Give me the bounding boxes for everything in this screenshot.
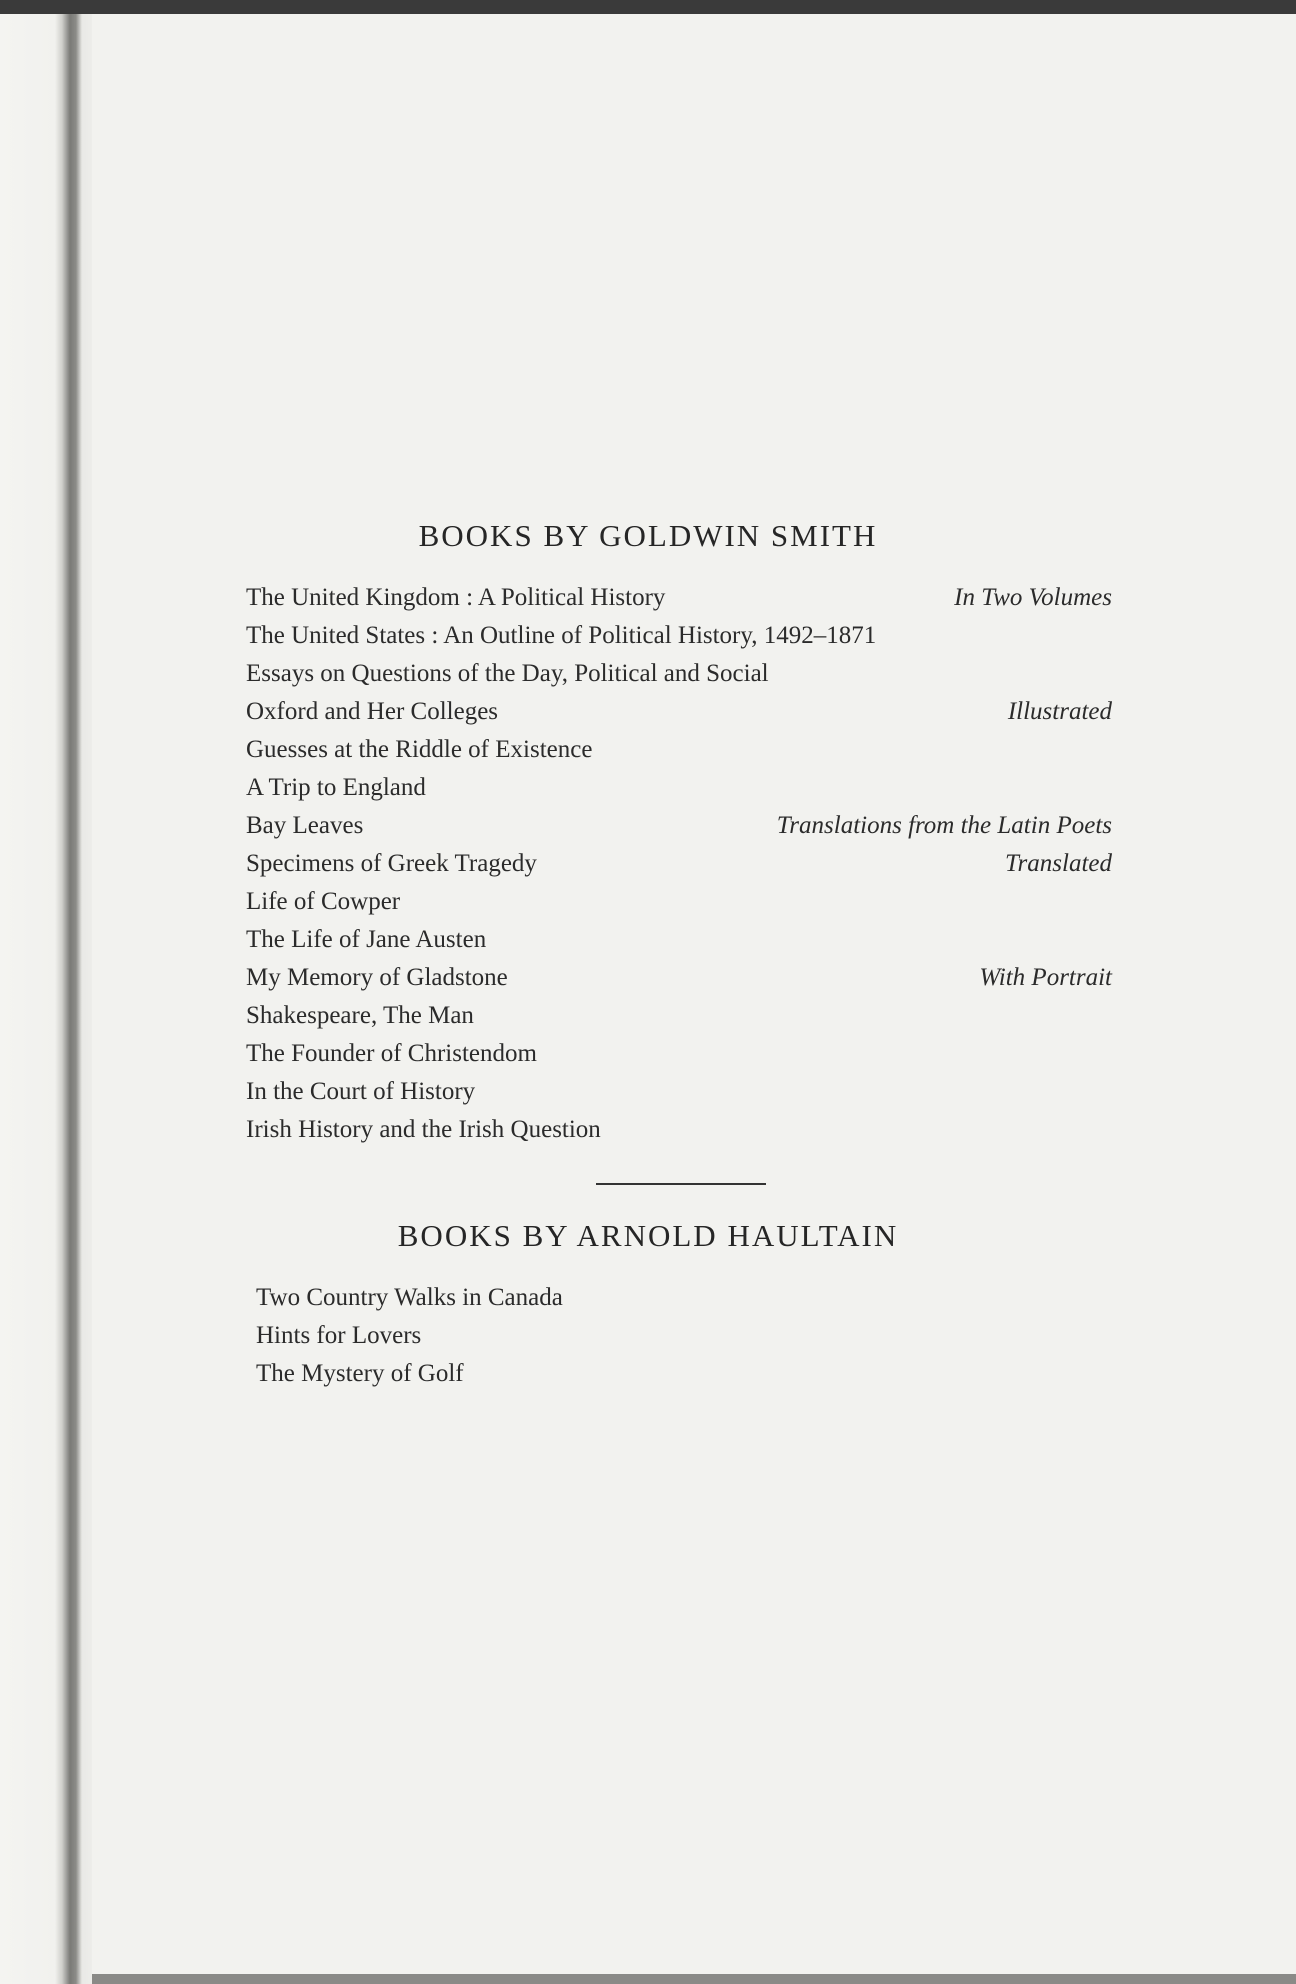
scan-bottom-border: [92, 1974, 1296, 1984]
book-title: Oxford and Her Colleges: [246, 698, 499, 725]
book-entry: [246, 618, 1112, 654]
book-title: The Life of Jane Austen: [246, 926, 487, 953]
book-entry: [246, 960, 1112, 996]
book-title: Two Country Walks in Canada: [256, 1284, 563, 1311]
book-entry: [256, 1356, 1122, 1392]
book-title: Specimens of Greek Tragedy: [246, 850, 537, 877]
book-entry: [246, 656, 1112, 692]
book-entry: [246, 732, 1112, 768]
book-note: In Two Volumes: [954, 584, 1112, 611]
book-title: Irish History and the Irish Question: [246, 1116, 601, 1143]
section-divider: [596, 1183, 766, 1185]
book-entry: [246, 580, 1112, 616]
book-title: The United Kingdom : A Political History: [246, 584, 666, 611]
book-title: The Founder of Christendom: [246, 1040, 537, 1067]
book-title: The Mystery of Golf: [256, 1360, 464, 1387]
book-title: A Trip to England: [246, 774, 426, 801]
book-entry: [256, 1280, 1122, 1316]
book-entry: [246, 1036, 1112, 1072]
book-entry: [246, 1074, 1112, 1110]
arnold-haultain-heading: BOOKS BY ARNOLD HAULTAIN: [397, 1218, 899, 1253]
book-entry: [246, 846, 1112, 882]
book-title: Shakespeare, The Man: [246, 1002, 474, 1029]
book-title: Life of Cowper: [246, 888, 401, 915]
book-title: Guesses at the Riddle of Existence: [246, 736, 593, 763]
book-title: Hints for Lovers: [256, 1322, 422, 1349]
book-title: My Memory of Gladstone: [246, 964, 508, 991]
book-title: The United States : An Outline of Political History, 1492–1871: [246, 622, 877, 649]
book-entry: [246, 998, 1112, 1034]
page-binding-edge: [0, 14, 92, 1984]
book-note: With Portrait: [979, 964, 1112, 991]
book-entry: [256, 1318, 1122, 1354]
book-title: Bay Leaves: [246, 812, 364, 839]
book-entry: [246, 694, 1112, 730]
book-entry: [246, 922, 1112, 958]
book-note: Illustrated: [1007, 698, 1112, 725]
book-note: Translated: [1005, 850, 1112, 877]
book-note: Translations from the Latin Poets: [776, 812, 1112, 839]
book-title: In the Court of History: [246, 1078, 476, 1105]
scan-top-border: [0, 0, 1296, 14]
book-entry: [246, 770, 1112, 806]
goldwin-smith-heading: BOOKS BY GOLDWIN SMITH: [418, 518, 878, 553]
book-entry: [246, 808, 1112, 844]
book-title: Essays on Questions of the Day, Political and Social: [246, 660, 769, 687]
book-entry: [246, 1112, 1112, 1148]
book-entry: [246, 884, 1112, 920]
